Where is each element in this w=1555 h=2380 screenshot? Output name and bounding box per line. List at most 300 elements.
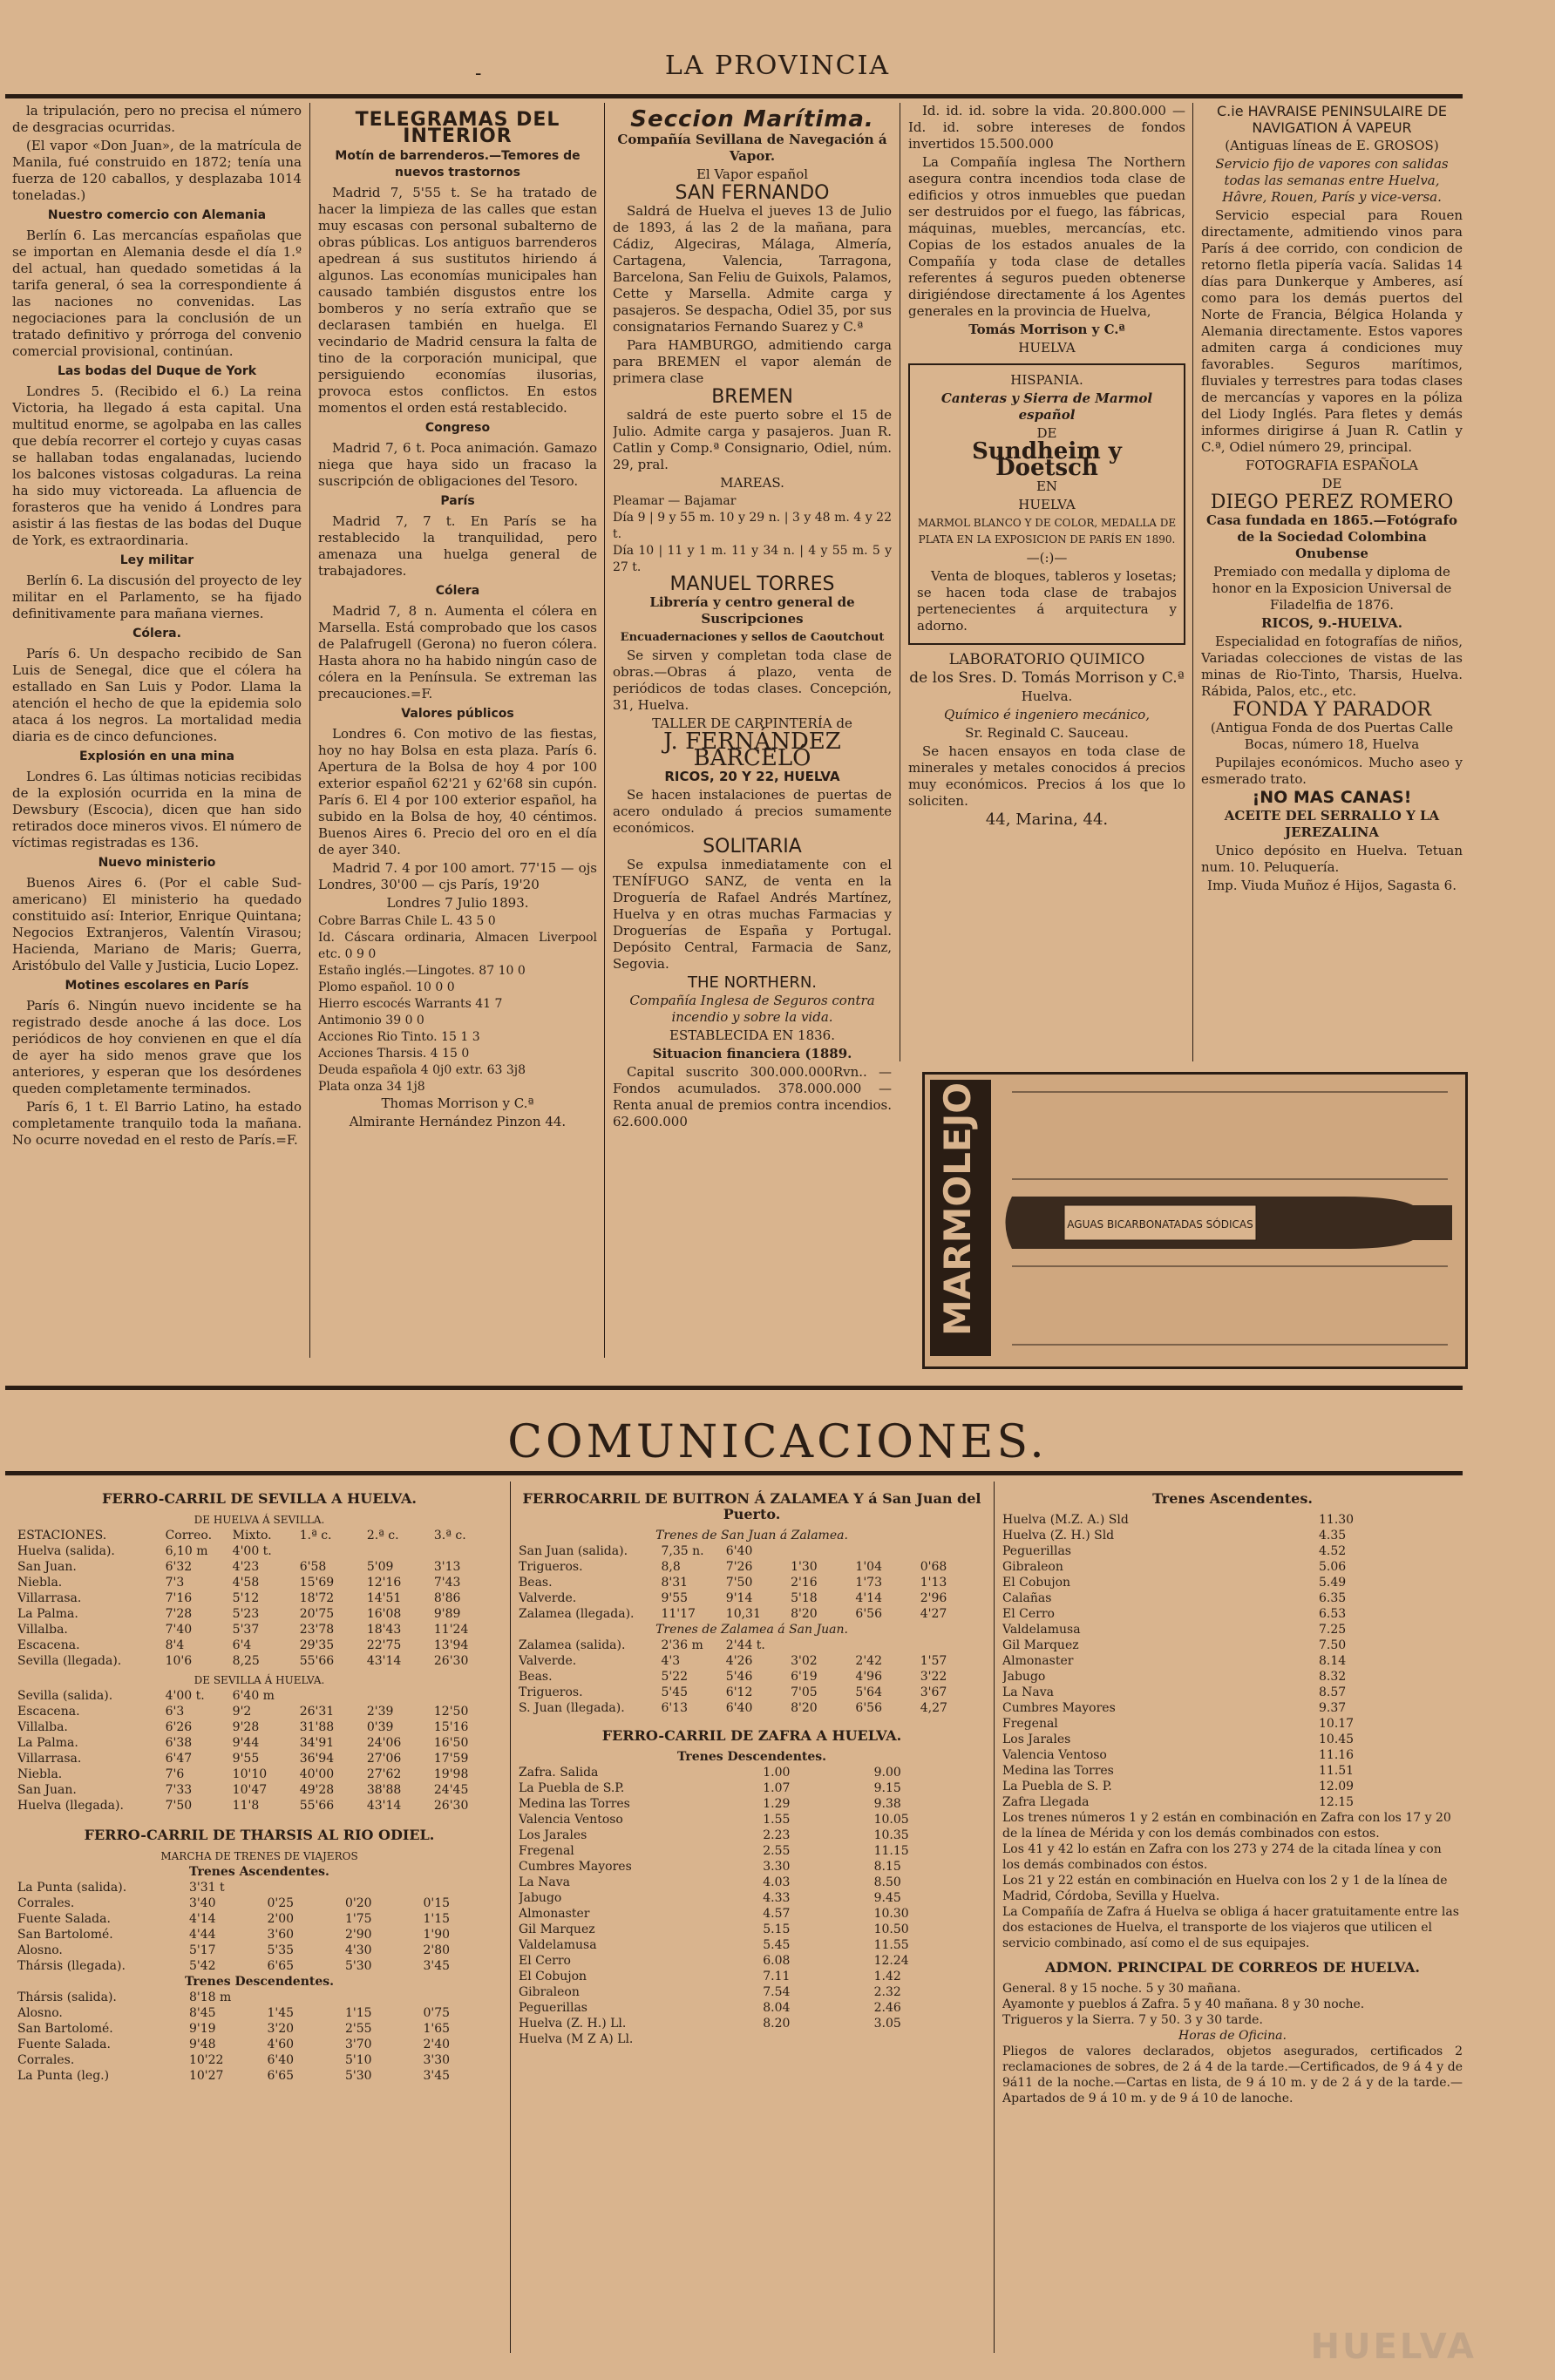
ad-paragraph: Especialidad en fotografías de niños, Variadas colecciones de vistas de las minas de Rio-Tinto, Tharsis, Huelva. Rábida, Palos, etc., etc.	[1201, 634, 1463, 699]
table-row	[17, 1653, 501, 1669]
news-paragraph: Berlín 6. Las mercancías españolas que se importan en Alemania desde el día 1.º del actual, han quedado sometidas á la tarifa general, ó sea la correspondiente á las naciones no convenidas. Las negociaciones para la conclusión de un tratado definitivo y prórroga del convenio comercial provisional, continúan.	[12, 227, 302, 359]
news-paragraph: Londres 6. Las últimas noticias recibidas de la explosión ocurrida en la mina de Dewsbury (Escocia), dicen que han sido retirados doce mineros vivos. El número de víctimas registradas es 136.	[12, 769, 302, 851]
ad-line: Sr. Reginald C. Sauceau.	[965, 725, 1129, 741]
table-cell: 9.00	[873, 1766, 901, 1780]
table-cell	[855, 1638, 920, 1653]
table-cell: 4'14	[855, 1591, 882, 1605]
table-cell: 0'75	[423, 2006, 451, 2020]
table-cell: 6'40	[267, 2053, 295, 2067]
table-row	[519, 2031, 985, 2047]
table-row	[1002, 1653, 1463, 1669]
railway-subtitle: MARCHA DE TRENES DE VIAJEROS	[160, 1850, 358, 1862]
table-cell: Valencia Ventoso	[1002, 1748, 1107, 1762]
table-cell: La Palma.	[17, 1607, 78, 1621]
table-cell: Beas.	[519, 1670, 553, 1684]
table-cell: 4'00 t.	[232, 1544, 272, 1558]
table-cell: 7'28	[165, 1607, 193, 1621]
table-cell: 9.38	[873, 1797, 901, 1811]
table-cell: 1.00	[763, 1766, 791, 1780]
table-cell	[920, 1638, 985, 1653]
table-cell	[345, 1880, 424, 1895]
railway-note: Los trenes números 1 y 2 están en combinación en Zafra con los 17 y 20 de la línea de Mérida y con los demás combinados con estos.	[1002, 1811, 1451, 1841]
table-cell: La Nava	[1002, 1685, 1054, 1699]
table-row	[519, 1575, 985, 1590]
railway-subtitle: Trenes Descendentes.	[676, 1750, 827, 1764]
ad-address: 44, Marina, 44.	[985, 810, 1109, 829]
table-cell: 20'75	[299, 1607, 335, 1621]
table-cell: 1'13	[920, 1576, 947, 1590]
table-cell: Fregenal	[1002, 1717, 1058, 1731]
bottle-label-text: AGUAS BICARBONATADAS SÓDICAS	[1067, 1218, 1253, 1231]
table-cell: Fregenal	[519, 1844, 574, 1858]
railway-title: FERROCARRIL DE BUITRON Á ZALAMEA Y á San Juan del Puerto.	[522, 1490, 981, 1522]
table-row	[519, 1796, 985, 1812]
table-cell: 5'45	[661, 1685, 689, 1699]
ad-line: ESTABLECIDA EN 1836.	[669, 1027, 835, 1043]
ad-subtitle: ACEITE DEL SERRALLO Y LA JEREZALINA	[1224, 808, 1440, 840]
railway-ascendentes	[1002, 1486, 1463, 2357]
table-cell: 4,27	[920, 1701, 947, 1715]
table-cell: 10'10	[232, 1767, 268, 1781]
table-cell: 4'30	[344, 1943, 372, 1957]
table-cell: Peguerillas	[519, 2001, 587, 2015]
table-cell: 0'25	[267, 1896, 295, 1910]
table-cell: 2'39	[366, 1705, 394, 1719]
table-cell: Sevilla (llegada).	[17, 1654, 122, 1668]
news-paragraph: Madrid 7, 8 n. Aumenta el cólera en Marsella. Está comprobado que los casos de Palafrugell (Gerona) no fueron cólera. Hasta ahora no ha habido ningún caso de cólera en la Península. Se extreman las precauciones.=F.	[318, 603, 597, 702]
quote-line: Estaño inglés.—Lingotes. 87 10 0	[318, 964, 526, 978]
quote-line: Acciones Tharsis. 4 15 0	[318, 1047, 470, 1061]
table-cell: 6'26	[165, 1720, 193, 1734]
table-cell: 2'16	[791, 1576, 818, 1590]
column-ads	[908, 103, 1185, 1061]
railway-subtitle: Trenes Descendentes.	[184, 1975, 335, 1989]
table-row	[17, 1543, 501, 1559]
table-cell: 2'42	[855, 1654, 882, 1668]
printer-line: Imp. Viuda Muñoz é Hijos, Sagasta 6.	[1207, 878, 1457, 893]
table-cell: 5'17	[188, 1943, 216, 1957]
table-cell: 6'3	[165, 1705, 185, 1719]
table-cell: 6'65	[267, 2069, 295, 2083]
table-cell: 7'43	[433, 1576, 461, 1590]
table-cell: San Juan.	[17, 1783, 77, 1797]
table-cell: 8'18 m	[188, 1990, 232, 2004]
table-cell: 6'32	[165, 1560, 193, 1574]
table-cell	[367, 1688, 434, 1704]
table-cell: 16'08	[366, 1607, 402, 1621]
table-cell: 1'15	[344, 2006, 372, 2020]
table-cell: Zafra. Salida	[519, 1766, 599, 1780]
table-cell: 1.55	[763, 1813, 791, 1827]
table-cell: 12'16	[366, 1576, 402, 1590]
table-cell: 13'94	[433, 1638, 469, 1652]
timetable	[519, 1765, 985, 2047]
table-row	[17, 1751, 501, 1766]
quote-line: Antimonio 39 0 0	[318, 1014, 424, 1027]
section-title: Seccion Marítima.	[630, 106, 874, 132]
table-cell: 6.08	[763, 1954, 791, 1968]
ship-name: SAN FERNANDO	[675, 182, 830, 204]
table-row	[17, 2021, 501, 2037]
column-rule	[510, 1482, 511, 2353]
table-cell: 10.17	[1319, 1717, 1355, 1731]
ad-line: El Vapor español	[696, 166, 809, 182]
news-heading: Motín de barrenderos.—Temores de nuevos trastornos	[335, 149, 581, 180]
table-cell: 6,10 m	[165, 1544, 208, 1558]
table-cell: 7.25	[1319, 1623, 1347, 1637]
ad-address: RICOS, 20 Y 22, HUELVA	[664, 769, 840, 784]
news-heading: Cólera	[435, 584, 480, 598]
table-cell: 6.53	[1319, 1607, 1347, 1621]
table-cell: Gibraleon	[1002, 1560, 1063, 1574]
table-cell: 6'40	[725, 1701, 753, 1715]
table-cell: 3'60	[267, 1928, 295, 1942]
table-cell	[874, 2031, 985, 2047]
table-row	[1002, 1747, 1463, 1763]
table-cell: El Cobujon	[1002, 1576, 1071, 1590]
table-cell: 11'17	[661, 1607, 696, 1621]
table-cell: 8'20	[791, 1701, 818, 1715]
table-cell: 5'12	[232, 1591, 260, 1605]
table-cell: 6'56	[855, 1701, 882, 1715]
table-row	[519, 1606, 985, 1622]
table-cell: Sevilla (salida).	[17, 1689, 113, 1703]
table-cell: Valdelamusa	[1002, 1623, 1081, 1637]
table-cell: Valdelamusa	[519, 1938, 597, 1952]
table-cell: 7'6	[165, 1767, 185, 1781]
timetable	[519, 1543, 985, 1622]
section-rule	[5, 1386, 1463, 1390]
table-cell: Beas.	[519, 1576, 553, 1590]
table-cell: Almonaster	[1002, 1654, 1074, 1668]
news-paragraph: París 6. Un despacho recibido de San Luis de Senegal, dice que el cólera ha estallado en San Luis y Podor. Llama la atención el hecho de que la epidemia solo ataca á los negros. La mortalidad media diaria es de cinco defunciones.	[12, 646, 302, 744]
ad-subtitle: Compañía Inglesa de Seguros contra incendio y sobre la vida.	[629, 993, 875, 1025]
table-cell: 5.45	[763, 1938, 791, 1952]
table-cell: Escacena.	[17, 1638, 80, 1652]
table-cell: 5'09	[366, 1560, 394, 1574]
ad-line: MARMOL BLANCO Y DE COLOR, MEDALLA DE PLATA EN LA EXPOSICION DE PARÍS EN 1890.	[917, 517, 1177, 546]
ad-title: LABORATORIO QUIMICO	[948, 651, 1145, 668]
table-cell	[300, 1688, 367, 1704]
table-row	[1002, 1606, 1463, 1622]
table-row	[17, 1688, 501, 1704]
table-cell: 0'15	[423, 1896, 451, 1910]
table-cell	[855, 1543, 920, 1559]
column-rule	[604, 103, 605, 1358]
table-row	[17, 1911, 501, 1927]
table-cell: 49'28	[299, 1783, 335, 1797]
table-cell: 5'30	[344, 2069, 372, 2083]
table-cell: 3'31 t	[188, 1881, 225, 1895]
masthead-rule	[5, 94, 1463, 98]
table-cell: 24'06	[366, 1736, 402, 1750]
table-cell: 3'30	[423, 2053, 451, 2067]
table-cell: 17'59	[433, 1752, 469, 1766]
table-cell: 4'60	[267, 2038, 295, 2051]
table-cell: 40'00	[299, 1767, 335, 1781]
table-row	[17, 1927, 501, 1943]
table-cell: 6'38	[165, 1736, 193, 1750]
railway-subtitle: DE HUELVA Á SEVILLA.	[194, 1514, 325, 1526]
news-paragraph: Madrid 7, 7 t. En París se ha restablecido la tranquilidad, pero amenaza una huelga general de trabajadores.	[318, 513, 597, 579]
table-cell: 10,31	[725, 1607, 761, 1621]
quote-line: Id. Cáscara ordinaria, Almacen Liverpool etc. 0 9 0	[318, 931, 597, 961]
table-cell: 3'02	[791, 1654, 818, 1668]
post-row: General. 8 y 15 noche. 5 y 30 mañana.	[1002, 1982, 1241, 1996]
quote-line: Acciones Rio Tinto. 15 1 3	[318, 1030, 480, 1044]
news-paragraph: Londres 7 Julio 1893.	[386, 895, 529, 911]
table-row	[1002, 1700, 1463, 1716]
table-cell: Huelva (M.Z. A.) Sld	[1002, 1513, 1129, 1527]
table-cell: La Punta (leg.)	[17, 2069, 110, 2083]
table-cell: 9'14	[725, 1591, 753, 1605]
table-cell: Alosno.	[17, 2006, 63, 2020]
ad-paragraph: Unico depósito en Huelva. Tetuan num. 10. Peluquería.	[1201, 843, 1463, 875]
table-cell: 8'45	[188, 2006, 216, 2020]
quotes-list	[318, 913, 597, 1095]
table-cell: Calañas	[1002, 1591, 1052, 1605]
table-cell: Gil Marquez	[1002, 1638, 1079, 1652]
table-row	[17, 1895, 501, 1911]
news-paragraph: Madrid 7. 4 por 100 amort. 77'15 — ojs Londres, 30'00 — cjs París, 19'20	[318, 860, 597, 892]
ad-paragraph: Capital suscrito 300.000.000Rvn.. — Fondos acumulados. 378.000.000 — Renta anual de premios contra incendios. 62.600.000	[613, 1064, 892, 1129]
table-cell: 3'20	[267, 2022, 295, 2036]
table-cell: 11'8	[232, 1799, 260, 1813]
column-rule	[994, 1482, 995, 2353]
table-cell: Thársis (salida).	[17, 1990, 117, 2004]
ad-paragraph: Se sirven y completan toda clase de obras.—Obras á plazo, venta de periódicos de todas clases. Concepción, 31, Huelva.	[613, 648, 892, 713]
ad-paragraph: Venta de bloques, tableros y losetas; se hacen toda clase de trabajos pertenecientes á arquitectura y adorno.	[917, 568, 1177, 634]
table-cell: 9'89	[433, 1607, 461, 1621]
table-cell: 7'3	[165, 1576, 185, 1590]
bottle-illustration	[925, 1075, 1460, 1361]
ad-subtitle: Librería y centro general de Suscripciones	[649, 594, 855, 627]
railway-buitron	[519, 1486, 985, 2357]
table-cell: Huelva (Z. H.) Sld	[1002, 1529, 1115, 1543]
table-cell: 43'14	[366, 1654, 402, 1668]
table-cell: 8'86	[433, 1591, 461, 1605]
railway-subtitle: Trenes de San Juan á Zalamea.	[655, 1529, 848, 1543]
ad-paragraph: Se expulsa inmediatamente con el TENÍFUGO SANZ, de venta en la Droguería de Rafael Andrés Martínez, Huelva y en otras muchas Farmacias y Droguerías de España y Portugal. Depósito Central, Farmacia de Sanz, Segovia.	[613, 857, 892, 972]
comunicaciones-title: COMUNICACIONES.	[507, 1416, 1048, 1468]
ad-paragraph: saldrá de este puerto sobre el 15 de Julio. Admite carga y pasajeros. Juan R. Catlin y Comp.ª Consignario, Odiel, núm. 29, pral.	[613, 407, 892, 472]
table-row	[1002, 1732, 1463, 1747]
table-row	[1002, 1685, 1463, 1700]
table-cell: Villarrasa.	[17, 1591, 82, 1605]
table-cell: 29'35	[299, 1638, 335, 1652]
table-cell: San Bartolomé.	[17, 1928, 113, 1942]
table-cell: Valverde.	[519, 1591, 577, 1605]
table-row	[519, 1638, 985, 1653]
table-cell: 1.ª c.	[299, 1529, 332, 1543]
table-cell: 7'05	[791, 1685, 818, 1699]
table-cell: Valencia Ventoso	[519, 1813, 623, 1827]
table-cell: 3.ª c.	[433, 1529, 466, 1543]
news-heading: Congreso	[424, 421, 491, 435]
table-cell: 11.16	[1319, 1748, 1355, 1762]
news-heading: Ley militar	[119, 553, 194, 567]
table-cell: ESTACIONES.	[17, 1529, 107, 1543]
table-cell: 5'37	[232, 1623, 260, 1637]
ad-subtitle: Casa fundada en 1865.—Fotógrafo de la Sociedad Colombina Onubense	[1206, 512, 1457, 561]
table-row	[519, 2016, 985, 2031]
tide-row: Día 10 | 11 y 1 m. 11 y 34 n. | 4 y 55 m. 5 y 27 t.	[613, 544, 892, 574]
ad-line: Premiado con medalla y diploma de honor en la Exposicion Universal de Filadelfia de 1876.	[1212, 564, 1452, 613]
table-cell: 11.55	[873, 1938, 909, 1952]
table-cell: Thársis (llegada).	[17, 1959, 126, 1973]
table-row	[17, 1880, 501, 1895]
table-cell: Medina las Torres	[1002, 1764, 1114, 1778]
table-cell: 27'06	[366, 1752, 402, 1766]
ad-subtitle: Encuadernaciones y sellos de Caoutchout	[620, 631, 885, 644]
ad-line: TALLER DE CARPINTERÍA de	[652, 715, 852, 731]
table-cell: 6'65	[267, 1959, 295, 1973]
table-cell	[791, 1543, 855, 1559]
table-cell: 2'44 t.	[725, 1638, 765, 1652]
table-cell: 5'22	[661, 1670, 689, 1684]
table-cell: 9'55	[661, 1591, 689, 1605]
signature-address: Almirante Hernández Pinzon 44.	[349, 1114, 567, 1129]
table-cell: 2'80	[423, 1943, 451, 1957]
table-cell: 5.06	[1319, 1560, 1347, 1574]
news-paragraph: Londres 6. Con motivo de las fiestas, hoy no hay Bolsa en esta plaza. París 6. Apertura de la Bolsa de hoy 4 por 100 exterior español 62'21 y 62'68 sin cupón. París 6. El 4 por 100 exterior español, ha subido en la Bolsa de hoy, 40 céntimos. Buenos Aires 6. Precio del oro en el día de ayer 340.	[318, 726, 597, 858]
news-paragraph: Londres 5. (Recibido el 6.) La reina Victoria, ha llegado á esta capital. Una multitud enorme, se agolpaba en las calles que debía recorrer el cortejo y cuyas casas se hallaban todas engalanadas, luciendo los balcones vistosas colgaduras. La reina ha sido muy victoreada. La afluencia de forasteros que ha venido á Londres para asistir á las fiestas de las bodas del Duque de York, es extraordinaria.	[12, 383, 302, 548]
table-cell: 31'88	[299, 1720, 335, 1734]
ad-line: DE	[1036, 425, 1057, 441]
table-cell: Huelva (llegada).	[17, 1799, 124, 1813]
table-row	[1002, 1638, 1463, 1653]
table-cell: 0'68	[920, 1560, 947, 1574]
table-cell: 43'14	[366, 1799, 402, 1813]
table-row	[519, 1559, 985, 1575]
table-cell: La Punta (salida).	[17, 1881, 127, 1895]
table-cell: 5'46	[725, 1670, 753, 1684]
news-paragraph: Madrid 7, 5'55 t. Se ha tratado de hacer la limpieza de las calles que estan muy escasas con personal subalterno de obras públicas. Los antiguos barrenderos apedrean á sus sustitutos hiriendo á algunos. Las economías municipales han causado también disgustos entre los bomberos y no sería extraño que se declarasen también en huelga. El vecindario de Madrid censura la falta de tino de la corporación municipal, que persiguiendo economías ilusorias, provoca estos conflictos. En estos momentos el orden está restablecido.	[318, 185, 597, 416]
news-heading: Valores públicos	[401, 707, 514, 721]
table-cell: 1'57	[920, 1654, 947, 1668]
quote-line: Plomo español. 10 0 0	[318, 980, 455, 994]
table-row	[17, 1638, 501, 1653]
post-row: Trigueros y la Sierra. 7 y 50. 3 y 30 tarde.	[1002, 2013, 1263, 2027]
ad-paragraph: Se hacen instalaciones de puertas de acero ondulado á precios sumamente económicos.	[613, 787, 892, 836]
table-cell: 10'22	[188, 2053, 224, 2067]
railway-notes	[1002, 1810, 1463, 1951]
column-rule	[1192, 103, 1193, 1061]
table-cell: 10'27	[188, 2069, 224, 2083]
table-row	[1002, 1559, 1463, 1575]
table-row	[17, 1798, 501, 1814]
news-paragraph: Berlín 6. La discusión del proyecto de ley militar en el Parlamento, se ha fijado definitivamente para mañana viernes.	[12, 573, 302, 621]
ad-title: DIEGO PEREZ ROMERO	[1210, 492, 1454, 513]
ad-subtitle: Canteras y Sierra de Marmol español	[940, 390, 1153, 423]
table-cell: Peguerillas	[1002, 1544, 1071, 1558]
quote-line: Cobre Barras Chile L. 43 5 0	[318, 914, 496, 928]
ad-paragraph: Pupilajes económicos. Mucho aseo y esmerado trato.	[1201, 755, 1463, 787]
page-dash: -	[475, 63, 484, 85]
table-cell: Corrales.	[17, 1896, 75, 1910]
railway-subtitle: DE SEVILLA Á HUELVA.	[194, 1674, 325, 1686]
news-paragraph: Madrid 7, 6 t. Poca animación. Gamazo niega que haya sido un fracaso la suscripción de obligaciones del Tesoro.	[318, 440, 597, 489]
post-row: Ayamonte y pueblos á Zafra. 5 y 40 mañana. 8 y 30 noche.	[1002, 1997, 1365, 2011]
table-cell: 8'31	[661, 1576, 689, 1590]
table-row	[17, 1606, 501, 1622]
table-cell: 14'51	[366, 1591, 402, 1605]
news-heading: Motines escolares en París	[65, 979, 249, 993]
table-row	[1002, 1794, 1463, 1810]
table-cell	[267, 1880, 345, 1895]
ad-address: RICOS, 9.-HUELVA.	[1261, 615, 1402, 631]
table-cell: 8.32	[1319, 1670, 1347, 1684]
table-cell: 10.05	[873, 1813, 909, 1827]
table-cell: El Cerro	[1002, 1607, 1055, 1621]
table-row	[17, 1943, 501, 1958]
table-cell: 4'00 t.	[165, 1689, 205, 1703]
railway-note: La Compañía de Zafra á Huelva se obliga á hacer gratuitamente entre las dos estaciones de Huelva, el transporte de los viajeros que utilicen el servicio combinado, así como el de sus equipajes.	[1002, 1905, 1459, 1950]
table-cell: 9.37	[1319, 1701, 1347, 1715]
table-cell	[423, 1880, 501, 1895]
table-cell: 3'22	[920, 1670, 947, 1684]
table-cell: 3'67	[920, 1685, 947, 1699]
table-cell: 6.35	[1319, 1591, 1347, 1605]
table-row	[17, 2037, 501, 2052]
table-cell: Correo.	[165, 1529, 213, 1543]
table-cell: 2'96	[920, 1591, 947, 1605]
table-row	[1002, 1575, 1463, 1590]
news-heading: París	[440, 494, 475, 508]
table-cell: 5'42	[188, 1959, 216, 1973]
table-cell: 1'30	[791, 1560, 818, 1574]
ad-paragraph: Servicio especial para Rouen directamente, admitiendo vinos para París á dee corrido, con condicion de retorno fletla pipería vacía. Salidas 14 días para Dunkerque y Amberes, así como para los demás puertos del Norte de Francia, Bélgica Holanda y Alemania directamente. Estos vapores admiten carga á condiciones muy favorables. Seguros marítimos, fluviales y terrestres para todas clases de mercancías y vapores en la póliza del Liody Inglés. Para fletes y demás informes dirigirse á Juan R. Catlin y C.ª, Odiel número 29, principal.	[1201, 207, 1463, 455]
table-cell: 26'31	[299, 1705, 335, 1719]
table-row	[1002, 1622, 1463, 1638]
table-cell: 6'40 m	[232, 1689, 275, 1703]
table-cell: 1'75	[344, 1912, 372, 1926]
table-row	[1002, 1512, 1463, 1528]
table-row	[519, 2000, 985, 2016]
table-cell	[434, 1543, 501, 1559]
table-row	[519, 1827, 985, 1843]
ad-line: DE	[1321, 476, 1342, 492]
table-row	[1002, 1543, 1463, 1559]
table-row	[519, 1685, 985, 1700]
table-row	[519, 1812, 985, 1827]
table-cell: 7'50	[165, 1799, 193, 1813]
news-paragraph: la tripulación, pero no precisa el número de desgracias ocurridas.	[12, 103, 302, 135]
ad-subtitle: (Antiguas líneas de E. GROSOS)	[1225, 138, 1439, 153]
table-cell: 2.32	[873, 1985, 901, 1999]
ad-title: HISPANIA.	[1010, 372, 1083, 388]
post-hours-text: Pliegos de valores declarados, objetos asegurados, certificados 2 reclamaciones de sobres, de 2 á 4 de la tarde.—Certificados, de 9 á 4 y de 9á11 de la noche.—Cartas en lista, de 9 á 10 m. y de 2 á y de la tarde.—Apartados de 9 á 10 m. y de 9 á 10 de lanoche.	[1002, 2044, 1463, 2105]
table-row	[519, 1906, 985, 1922]
tide-row: Pleamar — Bajamar	[613, 494, 737, 508]
table-cell: 9'19	[188, 2022, 216, 2036]
ad-title: ¡NO MAS CANAS!	[1252, 788, 1412, 807]
table-cell: 18'43	[366, 1623, 402, 1637]
table-cell: 24'45	[433, 1783, 469, 1797]
table-cell: 4.03	[763, 1875, 791, 1889]
table-cell	[367, 1543, 434, 1559]
table-cell: Trigueros.	[519, 1560, 583, 1574]
table-cell: 3.30	[763, 1860, 791, 1874]
table-row	[519, 1843, 985, 1859]
table-cell: S. Juan (llegada).	[519, 1701, 625, 1715]
table-row	[17, 2052, 501, 2068]
timetable	[519, 1638, 985, 1716]
table-row	[1002, 1763, 1463, 1779]
table-cell: 8.14	[1319, 1654, 1347, 1668]
table-row	[17, 1990, 501, 2005]
railway-sevilla	[17, 1486, 501, 2357]
